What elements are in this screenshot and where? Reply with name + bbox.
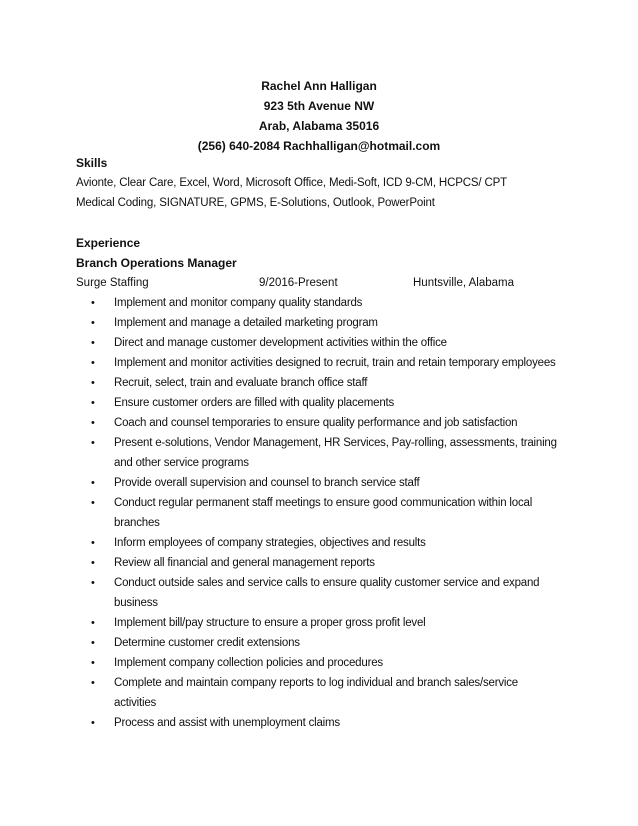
candidate-name: Rachel Ann Halligan — [261, 79, 377, 93]
bullet-icon: • — [91, 497, 95, 509]
duty-item — [76, 653, 561, 673]
job-details — [76, 273, 561, 293]
phone-email: (256) 640-2084 Rachhalligan@hotmail.com — [197, 139, 441, 153]
duty-item — [76, 553, 561, 573]
duty-text: Review all financial and general management reports — [114, 557, 375, 569]
duties-list — [76, 293, 561, 733]
bullet-icon: • — [91, 637, 95, 649]
duty-item — [76, 473, 561, 493]
duty-text: Process and assist with unemployment claims — [114, 717, 340, 729]
bullet-icon: • — [91, 657, 95, 669]
bullet-icon: • — [91, 297, 95, 309]
duty-item — [76, 293, 561, 313]
duty-text: Implement and manage a detailed marketing program — [114, 317, 378, 329]
duty-item — [76, 633, 561, 653]
duty-item — [76, 333, 561, 353]
duty-item — [76, 373, 561, 393]
duty-item — [76, 613, 561, 633]
bullet-icon: • — [91, 717, 95, 729]
duty-text: Inform employees of company strategies, objectives and results — [114, 537, 426, 549]
bullet-icon: • — [91, 437, 95, 449]
duty-text: Conduct regular permanent staff meetings to ensure good communication within local branches — [114, 497, 533, 529]
duty-item — [76, 493, 561, 533]
bullet-icon: • — [91, 677, 95, 689]
bullet-icon: • — [91, 317, 95, 329]
duty-text: Determine customer credit extensions — [114, 637, 300, 649]
skills-line-2: Medical Coding, SIGNATURE, GPMS, E-Solutions, Outlook, PowerPoint — [76, 197, 435, 209]
duty-text: Direct and manage customer development activities within the office — [114, 337, 447, 349]
street-address: 923 5th Avenue NW — [263, 99, 375, 113]
duty-text: Implement and monitor activities designed to recruit, train and retain temporary employees — [114, 357, 556, 369]
duty-text: Provide overall supervision and counsel to branch service staff — [114, 477, 420, 489]
skills-heading: Skills — [76, 156, 108, 170]
duty-item — [76, 673, 561, 713]
bullet-icon: • — [91, 377, 95, 389]
duty-item — [76, 413, 561, 433]
duty-item — [76, 393, 561, 413]
bullet-icon: • — [91, 477, 95, 489]
job-title: Branch Operations Manager — [76, 256, 237, 270]
duty-text: Conduct outside sales and service calls to ensure quality customer service and expand business — [114, 577, 540, 609]
duty-item — [76, 533, 561, 553]
bullet-icon: • — [91, 357, 95, 369]
duty-item — [76, 353, 561, 373]
bullet-icon: • — [91, 557, 95, 569]
duty-text: Recruit, select, train and evaluate branch office staff — [114, 377, 368, 389]
duty-text: Implement and monitor company quality standards — [114, 297, 363, 309]
duty-item — [76, 433, 561, 473]
duty-text: Ensure customer orders are filled with quality placements — [114, 397, 395, 409]
job-location: Huntsville, Alabama — [413, 277, 514, 289]
job-dates: 9/2016-Present — [259, 277, 338, 289]
resume-body — [76, 153, 561, 733]
duty-text: Present e-solutions, Vendor Management, HR Services, Pay-rolling, assessments, training and other service programs — [114, 437, 557, 469]
duty-text: Complete and maintain company reports to log individual and branch sales/service activities — [114, 677, 518, 709]
duty-text: Implement company collection policies and procedures — [114, 657, 383, 669]
bullet-icon: • — [91, 577, 95, 589]
duty-item — [76, 713, 561, 733]
bullet-icon: • — [91, 417, 95, 429]
bullet-icon: • — [91, 617, 95, 629]
contact-header — [0, 76, 638, 156]
duty-item — [76, 313, 561, 333]
experience-heading: Experience — [76, 236, 141, 250]
duty-item — [76, 573, 561, 613]
section-spacer — [76, 213, 561, 233]
bullet-icon: • — [91, 537, 95, 549]
bullet-icon: • — [91, 397, 95, 409]
bullet-icon: • — [91, 337, 95, 349]
city-state-zip: Arab, Alabama 35016 — [258, 119, 380, 133]
duty-text: Implement bill/pay structure to ensure a proper gross profit level — [114, 617, 426, 629]
duty-text: Coach and counsel temporaries to ensure quality performance and job satisfaction — [114, 417, 518, 429]
skills-line-1: Avionte, Clear Care, Excel, Word, Microsoft Office, Medi-Soft, ICD 9-CM, HCPCS/ CPT — [76, 177, 508, 189]
job-company: Surge Staffing — [76, 277, 149, 289]
